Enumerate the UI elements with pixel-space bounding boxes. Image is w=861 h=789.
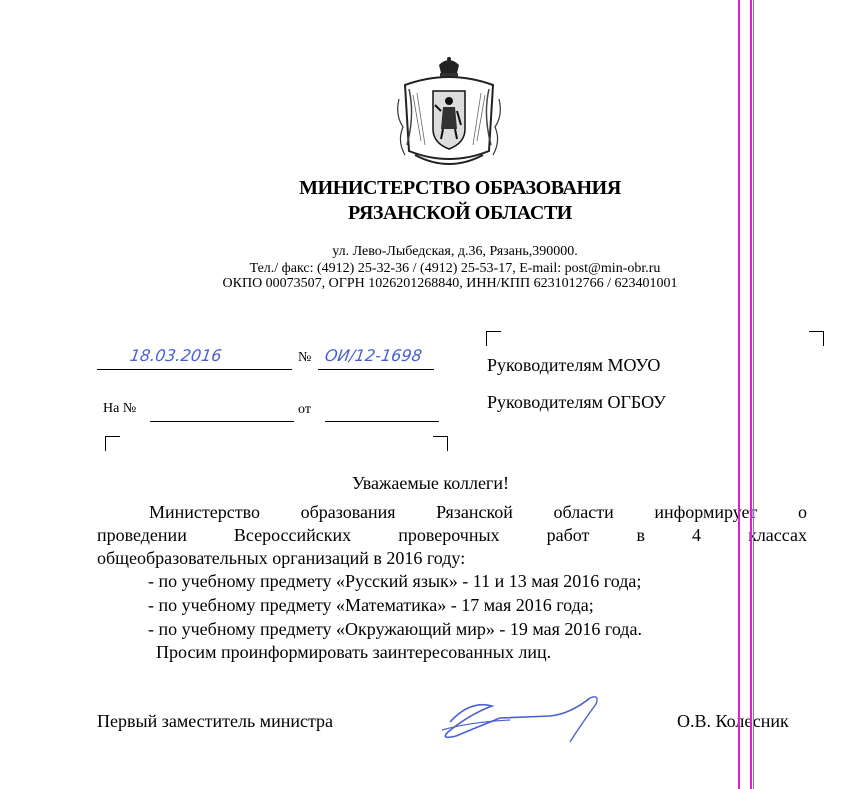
ministry-title: МИНИСТЕРСТВО ОБРАЗОВАНИЯ bbox=[299, 177, 621, 199]
paragraph-line: общеобразовательных организаций в 2016 году: bbox=[97, 548, 466, 568]
paragraph-line: Министерство образования Рязанской области информирует о bbox=[149, 502, 807, 522]
bracket-corner bbox=[809, 331, 824, 346]
paragraph-line: проведении Всероссийских проверочных работ в 4 классах bbox=[97, 525, 807, 545]
bracket-corner bbox=[433, 436, 448, 451]
ref-underline bbox=[150, 421, 294, 422]
addressee-line: Руководителям ОГБОУ bbox=[487, 392, 666, 412]
addressee-line: Руководителям МОУО bbox=[487, 355, 661, 375]
margin-line bbox=[750, 0, 752, 789]
list-item: - по учебному предмету «Русский язык» - 11 и 13 мая 2016 года; bbox=[148, 571, 642, 591]
number-underline bbox=[318, 369, 434, 370]
bracket-corner bbox=[105, 436, 120, 451]
list-item: - по учебному предмету «Математика» - 17 мая 2016 года; bbox=[148, 595, 594, 615]
ref-label: На № bbox=[103, 401, 137, 416]
address-line: ул. Лево-Лыбедская, д.36, Рязань,390000. bbox=[332, 244, 578, 259]
signatory-position: Первый заместитель министра bbox=[97, 711, 334, 731]
from-label: от bbox=[298, 402, 311, 417]
coat-of-arms-icon bbox=[395, 55, 503, 173]
region-title: РЯЗАНСКОЙ ОБЛАСТИ bbox=[348, 202, 572, 224]
handwritten-date: 18.03.2016 bbox=[128, 346, 223, 365]
margin-line bbox=[753, 0, 754, 789]
list-item: - по учебному предмету «Окружающий мир» - 19 мая 2016 года. bbox=[148, 619, 642, 639]
date-underline bbox=[97, 369, 292, 370]
bracket-corner bbox=[486, 331, 501, 346]
codes-line: ОКПО 00073507, ОГРН 1026201268840, ИНН/КПП 6231012766 / 623401001 bbox=[222, 276, 678, 291]
contacts-line: Тел./ факс: (4912) 25-32-36 / (4912) 25-53-17, E-mail: post@min-obr.ru bbox=[249, 261, 661, 276]
number-label: № bbox=[298, 350, 312, 365]
handwritten-signature-icon bbox=[430, 692, 605, 747]
closing-line: Просим проинформировать заинтересованных лиц. bbox=[156, 642, 552, 662]
margin-line bbox=[738, 0, 740, 789]
from-underline bbox=[325, 421, 439, 422]
greeting: Уважаемые коллеги! bbox=[352, 473, 509, 493]
handwritten-number: ОИ/12-1698 bbox=[323, 346, 424, 365]
signatory-name: О.В. Колесник bbox=[677, 711, 789, 731]
